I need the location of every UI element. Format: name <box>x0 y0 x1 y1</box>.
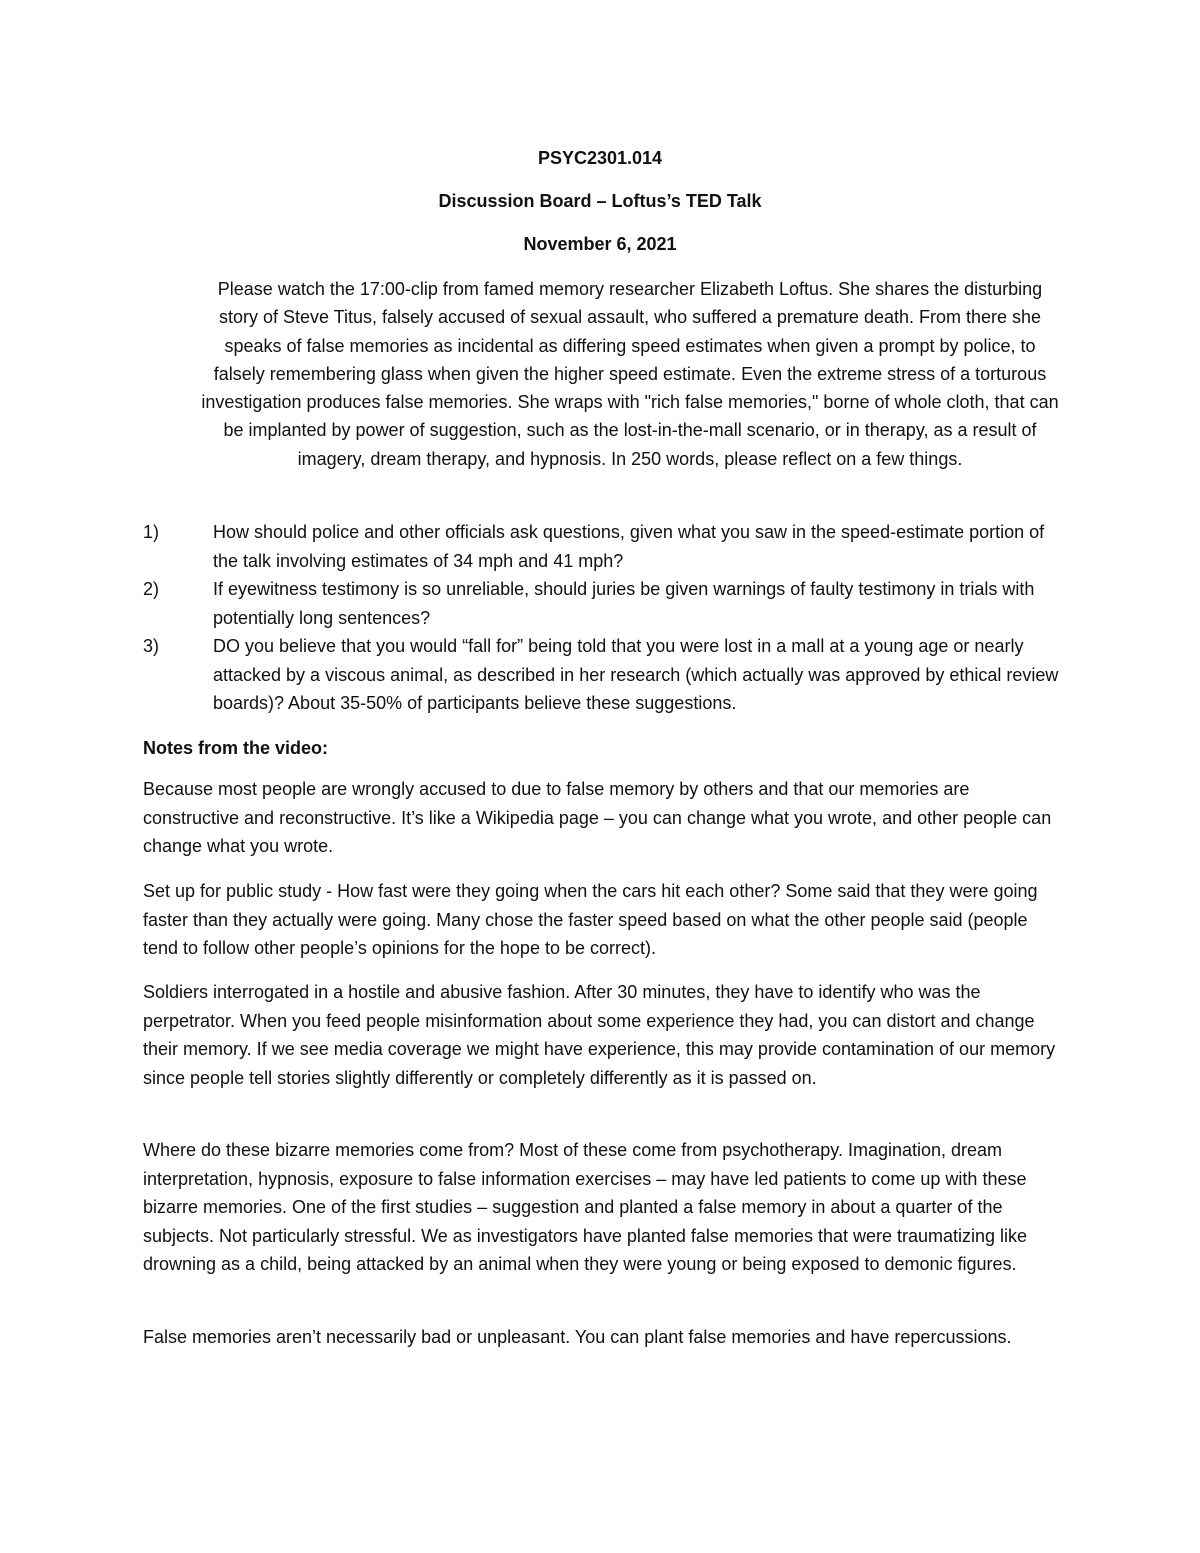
document-date: November 6, 2021 <box>523 234 677 254</box>
assignment-prompt: Please watch the 17:00-clip from famed memory researcher Elizabeth Loftus. She shares the disturbing story of Steve Titus, falsely accused of sexual assault, who suffered a premature death. From there she speaks of false memories as incidental as differing speed estimates when given a prompt by police, to falsely remembering glass when given the higher speed estimate. Even the extreme stress of a torturous investigation produces false memories. She wraps with "rich false memories," borne of whole cloth, that can be implanted by power of suggestion, such as the lost-in-the-mall scenario, or in therapy, as a result of imagery, dream therapy, and hypnosis. In 250 words, please reflect on a few things. <box>201 279 1059 469</box>
document-title: Discussion Board – Loftus’s TED Talk <box>438 191 762 211</box>
question-text: DO you believe that you would “fall for” being told that you were lost in a mall at a young age or nearly attacked by a viscous animal, as described in her research (which actually was approved by ethical review boards)? About 35-50% of participants believe these suggestions. <box>213 636 1059 713</box>
question-list <box>143 518 1063 718</box>
notes-paragraph: False memories aren’t necessarily bad or unpleasant. You can plant false memories and have repercussions. <box>143 1327 1012 1347</box>
notes-paragraph: Where do these bizarre memories come from? Most of these come from psychotherapy. Imagination, dream interpretation, hypnosis, exposure to false information exercises – may have led patients to come up with these bizarre memories. One of the first studies – suggestion and planted a false memory in about a quarter of the subjects. Not particularly stressful. We as investigators have planted false memories that were traumatizing like drowning as a child, being attacked by an animal when they were young or being exposed to demonic figures. <box>143 1140 1028 1275</box>
question-item <box>143 632 1063 718</box>
question-number: 1) <box>143 522 160 542</box>
question-number: 2) <box>143 579 160 599</box>
question-item <box>143 575 1063 632</box>
question-number: 3) <box>143 636 160 656</box>
notes-paragraph: Because most people are wrongly accused to due to false memory by others and that our memories are constructive and reconstructive. It’s like a Wikipedia page – you can change what you wrote, and other people can change what you wrote. <box>143 779 1052 857</box>
question-text: How should police and other officials ask questions, given what you saw in the speed-estimate portion of the talk involving estimates of 34 mph and 41 mph? <box>213 522 1045 571</box>
question-item <box>143 518 1063 575</box>
question-text: If eyewitness testimony is so unreliable, should juries be given warnings of faulty testimony in trials with potentially long sentences? <box>213 579 1035 628</box>
notes-heading: Notes from the video: <box>143 738 329 758</box>
notes-paragraph: Soldiers interrogated in a hostile and abusive fashion. After 30 minutes, they have to identify who was the perpetrator. When you feed people misinformation about some experience they had, you can distort and change their memory. If we see media coverage we might have experience, this may provide contamination of our memory since people tell stories slightly differently or completely differently as it is passed on. <box>143 982 1056 1088</box>
course-code: PSYC2301.014 <box>537 148 663 168</box>
notes-paragraph: Set up for public study - How fast were they going when the cars hit each other? Some said that they were going faster than they actually were going. Many chose the faster speed based on what the other people said (people tend to follow other people’s opinions for the hope to be correct). <box>143 881 1038 959</box>
